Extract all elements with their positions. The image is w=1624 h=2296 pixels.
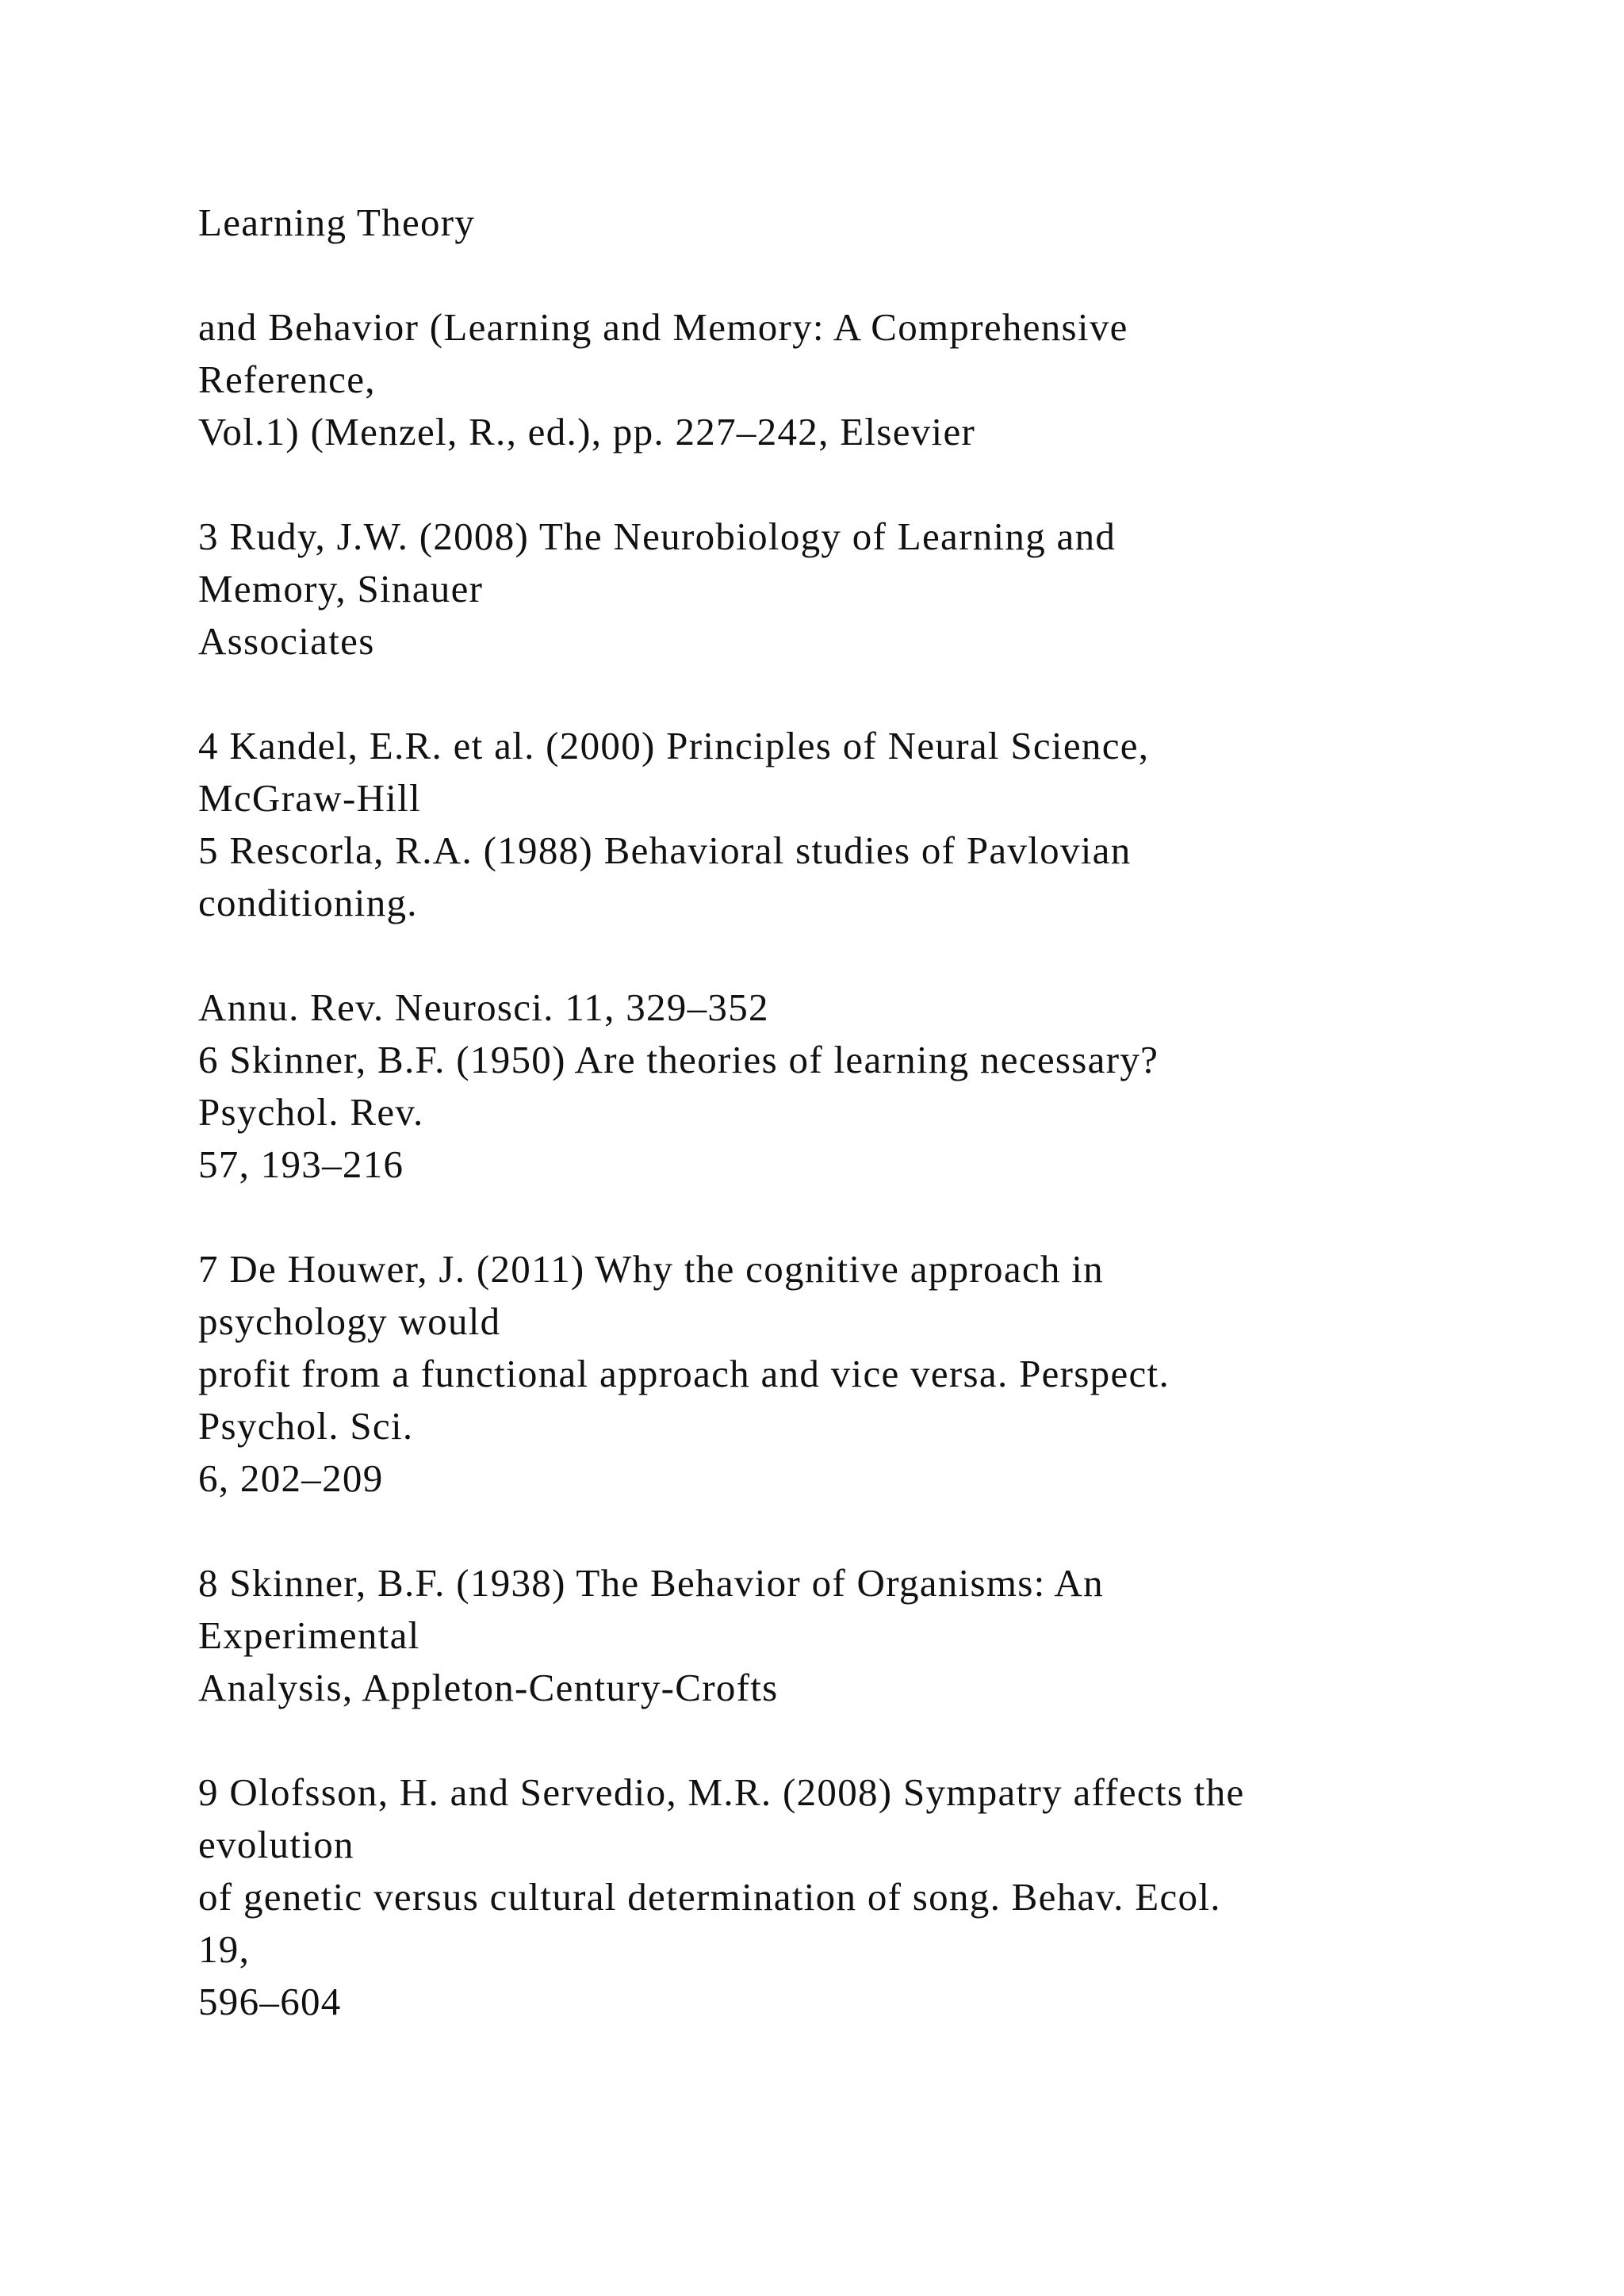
text-line: Analysis, Appleton-Century-Crofts xyxy=(198,1666,779,1709)
text-line: Learning Theory xyxy=(198,201,476,244)
text-line: conditioning. xyxy=(198,881,418,924)
text-line: Psychol. Sci. xyxy=(198,1404,414,1448)
text-line: 3 Rudy, J.W. (2008) The Neurobiology of Learning and xyxy=(198,515,1116,558)
text-line: of genetic versus cultural determination of song. Behav. Ecol. xyxy=(198,1875,1221,1919)
text-line: 596–604 xyxy=(198,1980,342,2023)
text-line: 19, xyxy=(198,1927,251,1971)
text-line: Vol.1) (Menzel, R., ed.), pp. 227–242, Elsevier xyxy=(198,410,976,453)
text-line: 8 Skinner, B.F. (1938) The Behavior of Organisms: An xyxy=(198,1561,1104,1605)
text-line: 7 De Houwer, J. (2011) Why the cognitive approach in xyxy=(198,1247,1104,1291)
text-line: Experimental xyxy=(198,1613,420,1657)
text-line: Reference, xyxy=(198,358,376,401)
text-line: Psychol. Rev. xyxy=(198,1090,424,1134)
text-line: 6 Skinner, B.F. (1950) Are theories of learning necessary? xyxy=(198,1038,1159,1081)
text-line: 5 Rescorla, R.A. (1988) Behavioral studies of Pavlovian xyxy=(198,828,1132,872)
text-line: McGraw-Hill xyxy=(198,776,422,820)
text-line: Annu. Rev. Neurosci. 11, 329–352 xyxy=(198,985,769,1029)
text-line: 4 Kandel, E.R. et al. (2000) Principles of Neural Science, xyxy=(198,724,1150,767)
text-line: Memory, Sinauer xyxy=(198,567,484,610)
text-line: psychology would xyxy=(198,1299,501,1343)
text-line: profit from a functional approach and vice versa. Perspect. xyxy=(198,1352,1170,1395)
text-line: 57, 193–216 xyxy=(198,1142,404,1186)
text-line: 9 Olofsson, H. and Servedio, M.R. (2008) Sympatry affects the xyxy=(198,1770,1245,1814)
text-line: Associates xyxy=(198,619,375,663)
text-line: evolution xyxy=(198,1823,354,1866)
text-line: 6, 202–209 xyxy=(198,1456,384,1500)
text-line: and Behavior (Learning and Memory: A Comprehensive xyxy=(198,305,1128,349)
